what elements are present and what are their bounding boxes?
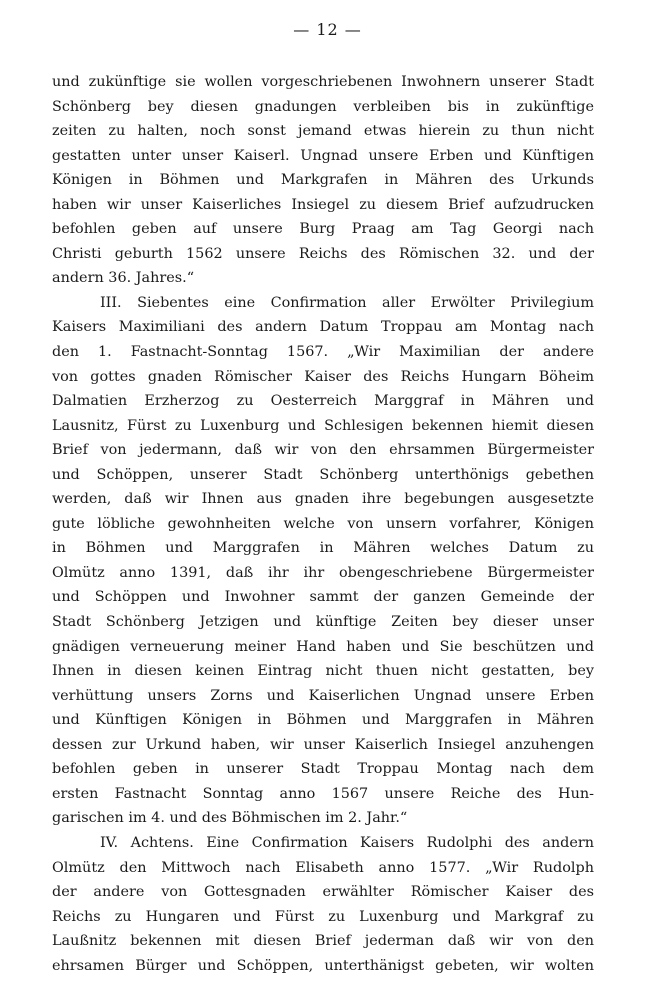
text-line: garischen im 4. und des Böhmischen im 2. Jahr.“ — [52, 810, 408, 827]
text-line: andern 36. Jahres.“ — [52, 270, 195, 287]
text-line: Kaisers Maximiliani des andern Datum Troppau am Montag nach — [52, 319, 594, 336]
text-line: ersten Fastnacht Sonntag anno 1567 unsere Reiche des Hun- — [52, 785, 594, 802]
text-line: Reichs zu Hungaren und Fürst zu Luxenburg und Markgraf zu — [52, 908, 594, 925]
text-line: haben wir unser Kaiserliches Insiegel zu diesem Brief aufzudrucken — [52, 196, 594, 213]
text-line: werden, daß wir Ihnen aus gnaden ihre begebungen ausgesetzte — [52, 491, 594, 508]
text-line: Königen in Böhmen und Markgrafen in Mähren des Urkunds — [52, 172, 594, 189]
text-line: Olmütz anno 1391, daß ihr ihr obengeschriebene Bürgermeister — [52, 564, 594, 581]
text-line: III. Siebentes eine Confirmation aller Erwölter Privilegium — [100, 294, 594, 311]
text-line: von gottes gnaden Römischer Kaiser des Reichs Hungarn Böheim — [52, 368, 594, 385]
text-line: und Künftigen Königen in Böhmen und Marggrafen in Mähren — [52, 712, 594, 729]
text-line: den 1. Fastnacht-Sonntag 1567. „Wir Maximilian der andere — [52, 344, 594, 361]
text-line: und zukünftige sie wollen vorgeschriebenen Inwohnern unserer Stadt — [52, 74, 594, 90]
text-line: Dalmatien Erzherzog zu Oesterreich Marggraf in Mähren und — [52, 393, 594, 410]
text-line: verhüttung unsers Zorns und Kaiserlichen Ungnad unsere Erben — [52, 687, 594, 704]
text-line: dessen zur Urkund haben, wir unser Kaiserlich Insiegel anzuhengen — [52, 736, 594, 753]
text-line: Schönberg bey diesen gnadungen verbleiben bis in zukünftige — [52, 98, 594, 115]
text-line: Christi geburth 1562 unsere Reichs des Römischen 32. und der — [52, 245, 594, 262]
page-number: — 12 — — [293, 20, 362, 39]
text-line: befohlen geben auf unsere Burg Praag am Tag Georgi nach — [52, 221, 594, 238]
text-line: in Böhmen und Marggrafen in Mähren welches Datum zu — [52, 540, 594, 557]
text-line: gestatten unter unser Kaiserl. Ungnad unsere Erben und Künftigen — [52, 147, 594, 164]
text-line: IV. Achtens. Eine Confirmation Kaisers Rudolphi des andern — [100, 834, 594, 851]
text-line: Stadt Schönberg Jetzigen und künftige Zeiten bey dieser unser — [52, 614, 594, 631]
text-line: Olmütz den Mittwoch nach Elisabeth anno 1577. „Wir Rudolph — [52, 859, 594, 876]
text-line: zeiten zu halten, noch sonst jemand etwas hierein zu thun nicht — [52, 123, 594, 140]
text-line: ehrsamen Bürger und Schöppen, unterthänigst gebeten, wir wolten — [52, 957, 594, 974]
text-line: der andere von Gottesgnaden erwählter Römischer Kaiser des — [52, 884, 594, 901]
text-line: und Schöppen, unserer Stadt Schönberg unterthönigs gebethen — [52, 466, 594, 483]
body-text — [52, 70, 594, 978]
text-line: befohlen geben in unserer Stadt Troppau Montag nach dem — [52, 761, 594, 778]
text-line: Ihnen in diesen keinen Eintrag nicht thuen nicht gestatten, bey — [52, 663, 594, 680]
text-line: Brief von jedermann, daß wir von den ehrsammen Bürgermeister — [52, 442, 594, 459]
text-line: Lausnitz, Fürst zu Luxenburg und Schlesigen bekennen hiemit diesen — [52, 417, 594, 434]
text-line: und Schöppen und Inwohner sammt der ganzen Gemeinde der — [52, 589, 594, 606]
text-line: gute löbliche gewohnheiten welche von unsern vorfahrer, Königen — [52, 515, 594, 532]
text-line: gnädigen verneuerung meiner Hand haben und Sie beschützen und — [52, 638, 594, 655]
text-line: Laußnitz bekennen mit diesen Brief jederman daß wir von den — [52, 933, 594, 950]
